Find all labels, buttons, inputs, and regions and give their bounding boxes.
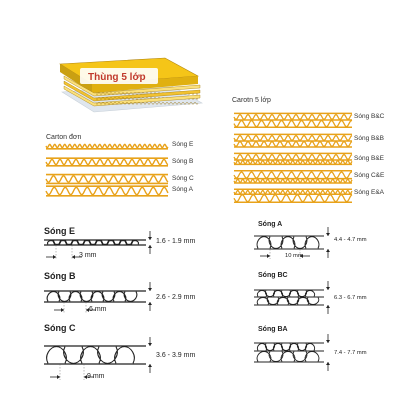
flute-c-width-arrow bbox=[57, 375, 60, 379]
flute-bc-thickness: 6.3 - 6.7 mm bbox=[334, 295, 367, 301]
flute-e-thickness-arrow bbox=[148, 237, 152, 240]
flute-a-name: Sóng A bbox=[258, 221, 283, 228]
flute-b-thickness: 2.6 - 2.9 mm bbox=[156, 294, 196, 301]
flute-a-profile bbox=[257, 237, 319, 249]
flute-ba-thickness-arrow bbox=[326, 340, 330, 343]
flute-ba-profile-b bbox=[257, 344, 314, 351]
five-layer-flute bbox=[234, 172, 352, 178]
flute-c-name: Sóng C bbox=[44, 323, 76, 333]
flute-b-width: 6 mm bbox=[89, 306, 107, 313]
flute-b-thickness-arrow bbox=[148, 288, 152, 291]
five-layer-label-ce: Sóng C&E bbox=[354, 172, 385, 179]
single-wall-flute bbox=[46, 176, 168, 182]
flute-bc-thickness-arrow bbox=[326, 287, 330, 290]
single-wall-label-a: Sóng A bbox=[172, 186, 193, 193]
flute-b-name: Sóng B bbox=[44, 271, 76, 281]
single-wall-label-b: Sóng B bbox=[172, 158, 194, 165]
flute-a-thickness: 4.4 - 4.7 mm bbox=[334, 237, 367, 243]
flute-bc-profile-c bbox=[257, 298, 319, 305]
flute-e-thickness-arrow bbox=[148, 245, 152, 248]
single-wall-flute bbox=[46, 159, 168, 164]
flute-a-width: 10 mm bbox=[285, 253, 303, 259]
flute-a-width-arrow bbox=[267, 254, 270, 258]
flute-bc-profile-b bbox=[257, 291, 314, 297]
five-layer-label-bc: Sóng B&C bbox=[354, 113, 385, 120]
flute-ba-thickness-arrow bbox=[326, 362, 330, 365]
five-layer-flute bbox=[234, 155, 352, 160]
flute-c-thickness-arrow bbox=[148, 364, 152, 367]
five-layer-flute bbox=[234, 142, 352, 147]
flute-c-profile bbox=[47, 347, 135, 364]
flute-bc-thickness-arrow bbox=[326, 305, 330, 308]
five-layer-flute bbox=[234, 115, 352, 120]
five-layer-label-ea: Sóng E&A bbox=[354, 189, 384, 196]
single-wall-label-e: Sóng E bbox=[172, 141, 194, 148]
flute-b-profile bbox=[47, 292, 137, 302]
five-layer-flute bbox=[234, 195, 352, 202]
five-layer-flute bbox=[234, 136, 352, 141]
flute-a-thickness-arrow bbox=[326, 249, 330, 252]
five-layer-flute bbox=[234, 121, 352, 127]
single-wall-label-c: Sóng C bbox=[172, 175, 194, 182]
flute-ba-profile-a bbox=[257, 352, 319, 362]
flute-ba-name: Sóng BA bbox=[258, 326, 288, 333]
flute-a-thickness-arrow bbox=[326, 233, 330, 236]
flute-b-width-arrow bbox=[61, 308, 64, 312]
five-layer-header: Carotn 5 lớp bbox=[232, 97, 271, 104]
flute-b-thickness-arrow bbox=[148, 302, 152, 305]
flute-e-name: Sóng E bbox=[44, 226, 75, 236]
flute-c-thickness: 3.6 - 3.9 mm bbox=[156, 352, 196, 359]
flute-e-thickness: 1.6 - 1.9 mm bbox=[156, 238, 196, 245]
single-wall-flute bbox=[46, 187, 168, 194]
flute-e-profile bbox=[48, 241, 139, 245]
flute-e-width-arrow bbox=[72, 255, 75, 259]
five-layer-label-bb: Sóng B&B bbox=[354, 135, 384, 142]
box-title: Thùng 5 lớp bbox=[88, 72, 146, 83]
flute-c-width: 9 mm bbox=[87, 373, 105, 380]
flute-c-thickness-arrow bbox=[148, 343, 152, 346]
five-layer-label-be: Sóng B&E bbox=[354, 155, 384, 162]
five-layer-flute bbox=[234, 179, 352, 182]
single-wall-flute bbox=[46, 144, 168, 147]
flute-bc-name: Sóng BC bbox=[258, 272, 288, 279]
flute-e-width: 3 mm bbox=[79, 252, 97, 259]
single-wall-header: Carton đơn bbox=[46, 134, 82, 141]
five-layer-flute bbox=[234, 190, 352, 193]
flute-e-width-arrow bbox=[53, 255, 56, 259]
flute-ba-thickness: 7.4 - 7.7 mm bbox=[334, 350, 367, 356]
five-layer-flute bbox=[234, 161, 352, 164]
